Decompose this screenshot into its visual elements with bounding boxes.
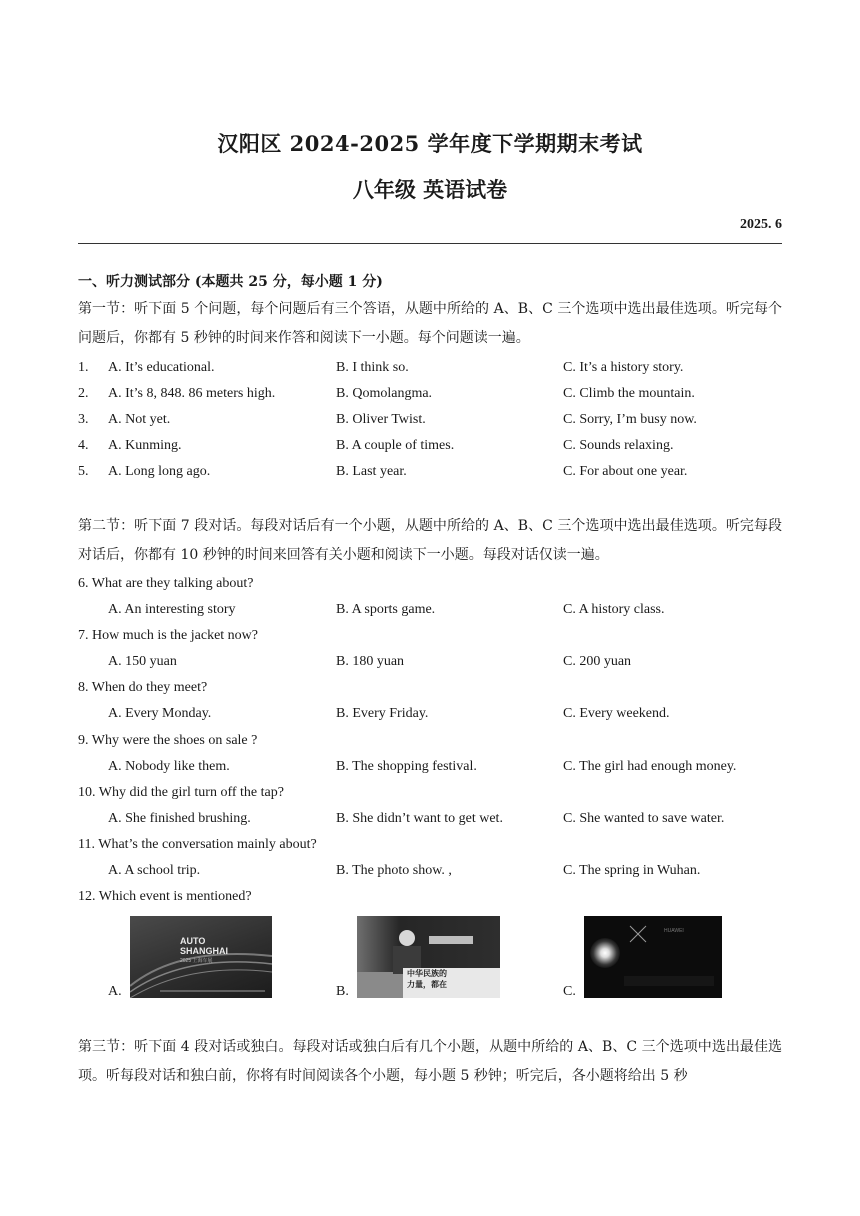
- question-number: 1.: [78, 360, 89, 375]
- speech-event-photo: [357, 916, 500, 998]
- options-row: [0, 863, 860, 883]
- question-text: 11. What’s the conversation mainly about?: [78, 837, 317, 852]
- options-row: [0, 811, 860, 831]
- option-a: A. A school trip.: [108, 863, 201, 878]
- question-number: 2.: [78, 386, 89, 401]
- question-text: 8. When do they meet?: [78, 680, 208, 695]
- option-a: A. Nobody like them.: [108, 759, 230, 774]
- list-item: [0, 360, 860, 380]
- question-text: 10. Why did the girl turn off the tap?: [78, 785, 284, 800]
- option-b: B. Last year.: [336, 464, 407, 479]
- option-c: C. The spring in Wuhan.: [563, 863, 701, 878]
- option-b: B. A sports game.: [336, 602, 436, 617]
- auto-logo-caption: 2025 上海车展: [180, 958, 213, 964]
- option-b: B. Every Friday.: [336, 706, 429, 721]
- auto-show-photo: [130, 916, 272, 998]
- option-a: A. Long long ago.: [108, 464, 211, 479]
- list-item: [0, 464, 860, 484]
- section1-instructions: 第一节：听下面 5 个问题，每个问题后有三个答语，从题中所给的 A、B、C 三个选项中选出最佳选项。听完每个问题后，你都有 5 秒钟的时间来作答和阅读下一小题。每个问题读一遍。: [78, 301, 782, 346]
- option-b: B. I think so.: [336, 360, 409, 375]
- question-text: 12. Which event is mentioned?: [78, 889, 252, 904]
- option-b: B. A couple of times.: [336, 438, 455, 453]
- option-a: A. An interesting story: [108, 602, 236, 617]
- auto-logo-subtext: SHANGHAI: [180, 946, 229, 956]
- option-a: A. Kunming.: [108, 438, 182, 453]
- speaker-figure: [399, 930, 415, 946]
- option-c: C. Sorry, I’m busy now.: [563, 412, 697, 427]
- question-number: 5.: [78, 464, 89, 479]
- exam-title: 汉阳区 2024-2025 学年度下学期期末考试: [217, 131, 643, 156]
- question-text: 9. Why were the shoes on sale ?: [78, 733, 258, 748]
- option-c: C. 200 yuan: [563, 654, 632, 669]
- options-row: [0, 759, 860, 779]
- options-row: [0, 706, 860, 726]
- option-b: B. The photo show. ,: [336, 863, 452, 878]
- launch-event-photo: [584, 916, 722, 998]
- option-c: C. It’s a history story.: [563, 360, 684, 375]
- option-c: C. Every weekend.: [563, 706, 670, 721]
- option-a: A. She finished brushing.: [108, 811, 251, 826]
- option-b: B. The shopping festival.: [336, 759, 477, 774]
- question-text: 6. What are they talking about?: [78, 576, 254, 591]
- part-heading: 一、听力测试部分 (本题共 25 分，每小题 1 分): [78, 274, 383, 290]
- banner-sign: 中华民族的 力量，都在: [403, 968, 500, 998]
- option-b: B. 180 yuan: [336, 654, 405, 669]
- option-b: B. Oliver Twist.: [336, 412, 426, 427]
- option-c: C. She wanted to save water.: [563, 811, 725, 826]
- options-row: [0, 602, 860, 622]
- option-c: C. A history class.: [563, 602, 665, 617]
- option-c: C. The girl had enough money.: [563, 759, 737, 774]
- exam-date: 2025. 6: [740, 217, 782, 232]
- exam-subtitle: 八年级 英语试卷: [352, 177, 508, 202]
- brand-text: HUAWEI: [664, 928, 684, 934]
- stage-graphic: [584, 916, 722, 998]
- question-number: 4.: [78, 438, 89, 453]
- option-a: A. It’s 8, 848. 86 meters high.: [108, 386, 276, 401]
- option-a: A. Not yet.: [108, 412, 171, 427]
- option-a: A. Every Monday.: [108, 706, 212, 721]
- option-c: C. For about one year.: [563, 464, 688, 479]
- option-c: C. Climb the mountain.: [563, 386, 695, 401]
- option-c: C. Sounds relaxing.: [563, 438, 674, 453]
- list-item: [0, 412, 860, 432]
- option-a: A. 150 yuan: [108, 654, 177, 669]
- option-a: A. It’s educational.: [108, 360, 215, 375]
- auto-logo-text: AUTO: [180, 936, 206, 946]
- question-text: 7. How much is the jacket now?: [78, 628, 259, 643]
- options-row: [0, 654, 860, 674]
- picture-option-label-c: C.: [563, 984, 576, 999]
- question-number: 3.: [78, 412, 89, 427]
- header-divider: [78, 243, 782, 244]
- picture-option-label-a: A.: [108, 984, 122, 999]
- list-item: [0, 438, 860, 458]
- option-b: B. Qomolangma.: [336, 386, 433, 401]
- option-b: B. She didn’t want to get wet.: [336, 811, 503, 826]
- section3-instructions: 第三节：听下面 4 段对话或独白。每段对话或独白后有几个小题，从题中所给的 A、B、C 三个选项中选出最佳选项。听每段对话和独白前，你将有时间阅读各个小题，每小题 5 秒钟；听完后，各小题将给出 5 秒: [78, 1039, 782, 1084]
- list-item: [0, 386, 860, 406]
- section2-instructions: 第二节：听下面 7 段对话。每段对话后有一个小题，从题中所给的 A、B、C 三个选项中选出最佳选项。听完每段对话后，你都有 10 秒钟的时间来回答有关小题和阅读下一小题。每段对话仅读一遍。: [78, 518, 782, 563]
- picture-option-label-b: B.: [336, 984, 349, 999]
